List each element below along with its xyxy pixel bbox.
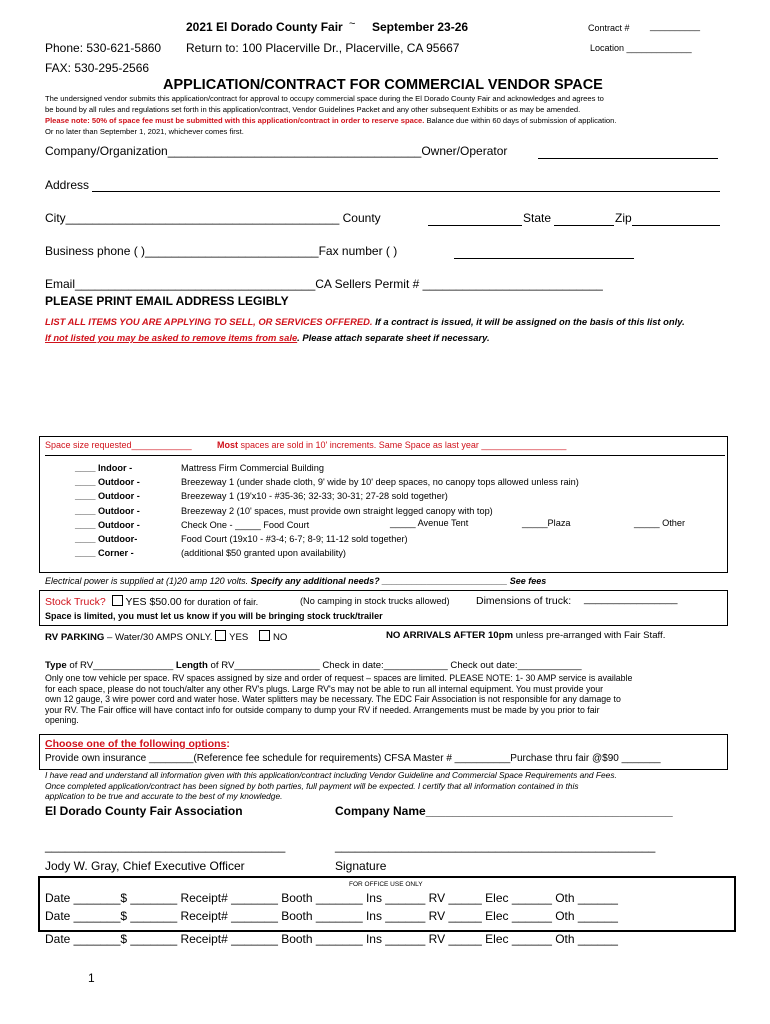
most-label: Most	[217, 440, 238, 450]
rv-rules-line: your RV. The Fair office will have contact info for outside company to dump your RV if needed. Arrangements must be made by you prior to fair	[45, 704, 600, 715]
stock-truck-yes: YES $50.00	[125, 596, 182, 608]
rv-parking-water: – Water/30 AMPS ONLY.	[104, 632, 213, 643]
items-red-1: LIST ALL ITEMS YOU ARE APPLYING TO SELL, OR SERVICES OFFERED.	[45, 316, 373, 327]
most-text: spaces are sold in 10' increments. Same Space as last year _________________	[238, 440, 567, 450]
certify-line: Once completed application/contract has been signed by both parties, full payment will be expected. I certify that all information contained in this	[45, 780, 579, 791]
space-row-desc: (additional $50 granted upon availability)	[181, 548, 346, 559]
items-black-1: If a contract is issued, it will be assigned on the basis of this list only.	[372, 316, 685, 327]
certify-line: I have read and understand all information given with this application/contract including Vendor Guideline and Commercial Space Requirements and Fees.	[45, 770, 617, 780]
see-fees: See fees	[507, 576, 547, 586]
truck-dimensions-field[interactable]: ________________	[584, 593, 678, 605]
rv-type-field[interactable]: of RV_______________	[66, 660, 176, 671]
other-option[interactable]: _____ Other	[634, 518, 686, 528]
address-field[interactable]	[92, 191, 720, 192]
stock-truck-line	[45, 595, 258, 608]
intro-line-3	[45, 115, 616, 126]
header-tilde: ~	[349, 18, 356, 30]
owner-operator-line[interactable]	[538, 158, 718, 159]
space-row-desc: Breezeway 2 (10' spaces, must provide own straight legged canopy with top)	[181, 505, 493, 516]
company-name-field[interactable]: Company Name_____________________________________	[335, 804, 673, 818]
rv-details-line[interactable]	[45, 660, 582, 671]
zip-label: Zip	[615, 211, 632, 225]
rv-type-label: Type	[45, 660, 67, 671]
options-heading-text: Choose one of the following options	[45, 738, 227, 750]
electrical-text: Electrical power is supplied at (1)20 amp 120 volts.	[45, 576, 249, 586]
office-use-label: FOR OFFICE USE ONLY	[349, 881, 423, 888]
space-row-label[interactable]: ____ Indoor -	[75, 463, 133, 473]
association-signature-line[interactable]: ____________________________________	[45, 839, 286, 853]
phone: Phone: 530-621-5860	[45, 41, 162, 55]
space-increments-note	[217, 440, 566, 450]
rv-rules-line: for each space, please do not touch/alter any other RV's plugs. Large RV's may not be able to run all internal equipment. You must provide your	[45, 683, 604, 694]
rv-length-label: Length	[175, 660, 208, 671]
state-field[interactable]	[554, 225, 614, 226]
contract-number-field[interactable]: __________	[650, 21, 701, 31]
fax: FAX: 530-295-2566	[45, 61, 150, 75]
space-row-label[interactable]: ____ Outdoor -	[75, 519, 140, 530]
page-number: 1	[88, 971, 95, 985]
space-row-label[interactable]: ____ Outdoor -	[75, 491, 140, 502]
items-note-line-1	[45, 314, 685, 330]
address-label: Address	[45, 178, 90, 192]
balance-note: Balance due within 60 days of submission of application.	[424, 116, 617, 125]
rv-rules-line: opening.	[45, 715, 79, 726]
no-arrivals-label: NO ARRIVALS AFTER 10pm	[386, 630, 514, 641]
zip-field[interactable]	[632, 225, 720, 226]
stock-truck-limited-note: Space is limited, you must let us know if you will be bringing stock truck/trailer	[45, 611, 383, 621]
certification-text	[45, 770, 617, 802]
fair-title: 2021 El Dorado County Fair	[186, 20, 343, 34]
rv-no-checkbox[interactable]	[259, 630, 270, 641]
email-permit-field[interactable]: Email____________________________________CA Sellers Permit # ___________________________	[45, 277, 603, 291]
space-row-desc: Food Court (19x10 - #3-4; 6-7; 8-9; 11-12 sold together)	[181, 534, 408, 545]
rv-no-label: NO	[272, 632, 288, 643]
intro-line-2: be bound by all rules and regulations set forth in this application/contract, Vendor Guidelines Packet and any other subsequent Exhibits or as may be amended.	[45, 105, 581, 114]
signature-label: Signature	[335, 859, 387, 873]
rv-parking-line	[45, 630, 287, 643]
stock-truck-duration: for duration of fair.	[181, 597, 259, 607]
rv-yes-label: YES	[229, 632, 249, 643]
company-field[interactable]: Company/Organization______________________________________Owner/Operator	[45, 144, 508, 158]
certify-line: application to be true and accurate to the best of my knowledge.	[45, 791, 283, 802]
no-arrivals-rest: unless pre-arranged with Fair Staff.	[513, 630, 666, 641]
space-row-desc: Breezeway 1 (19'x10 - #35-36; 32-33; 30-31; 27-28 sold together)	[181, 491, 448, 502]
ceo-name: Jody W. Gray, Chief Executive Officer	[45, 859, 245, 873]
space-row-desc: Breezeway 1 (under shade cloth, 9' wide by 10' deep spaces, no canopy tops allowed unless rain)	[181, 477, 579, 488]
no-arrivals-line	[386, 630, 665, 641]
truck-dimensions-label: Dimensions of truck:	[476, 595, 572, 607]
space-row-label[interactable]: ____ Corner -	[75, 548, 134, 559]
association-label: El Dorado County Fair Association	[45, 804, 243, 818]
location-field[interactable]: Location _____________	[590, 43, 692, 53]
space-row-desc: Check One - _____ Food Court	[181, 519, 310, 530]
business-phone-field[interactable]: Business phone ( )__________________________Fax number ( )	[45, 244, 398, 258]
print-email-note: PLEASE PRINT EMAIL ADDRESS LEGIBLY	[45, 294, 289, 308]
insurance-options-line[interactable]: Provide own insurance ________(Reference fee schedule for requirements) CFSA Master # __________Purchase thru fair @$90 _______	[45, 753, 661, 764]
options-heading	[45, 738, 230, 750]
office-row[interactable]: Date _______$ _______ Receipt# _______ Booth _______ Ins ______ RV _____ Elec ______ Oth ______	[45, 909, 618, 923]
space-row-label[interactable]: ____ Outdoor-	[75, 534, 138, 545]
intro-line-1: The undersigned vendor submits this application/contract for approval to occupy commercial space during the El Dorado County Fair and acknowledges and agrees to	[45, 94, 604, 103]
city-field[interactable]: City_________________________________________ County	[45, 211, 381, 225]
rv-rules-line: Only one tow vehicle per space. RV spaces assigned by size and order of request – spaces are limited. PLEASE NOTE: 1- 30 AMP service is available	[45, 673, 633, 683]
stock-truck-label: Stock Truck?	[45, 596, 106, 608]
items-note	[45, 314, 685, 346]
no-camping-note: (No camping in stock trucks allowed)	[300, 596, 450, 606]
office-row[interactable]: Date _______$ _______ Receipt# _______ Booth _______ Ins ______ RV _____ Elec ______ Oth ______	[45, 891, 618, 905]
rv-parking-label: RV PARKING	[45, 632, 105, 643]
rv-length-dates-field[interactable]: of RV________________ Check in date:____________ Check out date:____________	[207, 660, 582, 671]
space-divider	[45, 455, 725, 456]
rv-rules	[45, 673, 632, 726]
fee-note: Please note: 50% of space fee must be submitted with this application/contract in order to reserve space.	[45, 116, 425, 125]
electrical-needs-field[interactable]: Specify any additional needs? _________________________	[248, 576, 508, 586]
intro-line-4: Or no later than September 1, 2021, whichever comes first.	[45, 127, 244, 136]
avenue-tent-option[interactable]: _____ Avenue Tent	[390, 518, 469, 528]
items-note-line-2	[45, 330, 685, 346]
rv-rules-line: own 12 gauge, 3 wire power cord and water hose. Water splitters may be necessary. The EDC Fair Association is not responsible for any damage to	[45, 694, 621, 705]
space-labels	[75, 461, 140, 560]
space-row-label[interactable]: ____ Outdoor -	[75, 477, 140, 488]
items-black-2: . Please attach separate sheet if necessary.	[297, 332, 490, 343]
state-label: State	[523, 211, 552, 225]
options-heading-colon: :	[226, 738, 230, 750]
stock-truck-yes-checkbox[interactable]	[112, 595, 123, 606]
space-row-desc: Mattress Firm Commercial Building	[181, 463, 324, 473]
space-row-label[interactable]: ____ Outdoor -	[75, 505, 140, 516]
return-address: Return to: 100 Placerville Dr., Placerville, CA 95667	[186, 41, 460, 55]
space-size-requested[interactable]: Space size requested____________	[45, 440, 192, 450]
office-row[interactable]: Date _______$ _______ Receipt# _______ Booth _______ Ins ______ RV _____ Elec ______ Oth ______	[45, 932, 618, 946]
page-title: APPLICATION/CONTRACT FOR COMMERCIAL VENDOR SPACE	[163, 77, 603, 93]
space-descriptions	[181, 461, 579, 560]
county-field[interactable]	[428, 225, 522, 226]
rv-yes-checkbox[interactable]	[215, 630, 226, 641]
electrical-line	[45, 576, 546, 586]
plaza-option[interactable]: _____Plaza	[522, 518, 571, 528]
fair-dates: September 23-26	[372, 20, 469, 34]
intro-text	[45, 93, 616, 137]
fax-number-field[interactable]	[454, 258, 634, 259]
contract-label: Contract #	[588, 23, 630, 33]
vendor-signature-line[interactable]: ________________________________________________	[335, 839, 656, 853]
items-red-2: If not listed you may be asked to remove items from sale	[45, 332, 298, 343]
